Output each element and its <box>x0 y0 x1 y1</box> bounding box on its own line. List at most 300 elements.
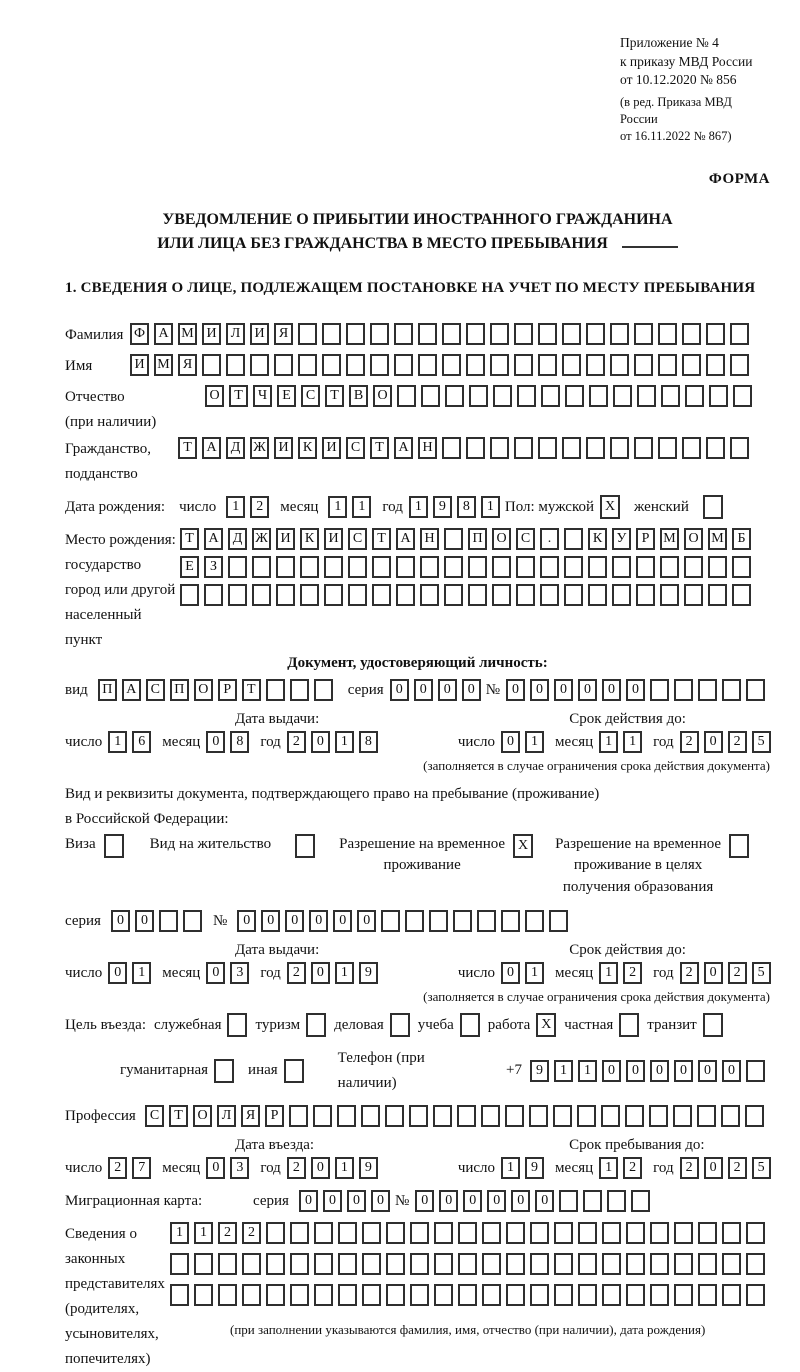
char-cell[interactable]: Ж <box>250 437 269 459</box>
char-cell[interactable] <box>538 354 557 376</box>
char-cell[interactable] <box>673 1105 692 1127</box>
char-cell[interactable]: 0 <box>439 1190 458 1212</box>
char-cell[interactable] <box>610 323 629 345</box>
char-cell[interactable] <box>314 1222 333 1244</box>
char-cell[interactable]: 1 <box>481 496 500 518</box>
char-cell[interactable]: 0 <box>309 910 328 932</box>
char-cell[interactable] <box>538 437 557 459</box>
char-cell[interactable] <box>381 910 400 932</box>
char-cell[interactable]: 1 <box>132 962 151 984</box>
char-cell[interactable]: 0 <box>487 1190 506 1212</box>
char-cell[interactable] <box>541 385 560 407</box>
char-cell[interactable] <box>516 584 535 606</box>
char-cell[interactable] <box>586 437 605 459</box>
char-cell[interactable]: Т <box>180 528 199 550</box>
char-cell[interactable] <box>362 1222 381 1244</box>
char-cell[interactable]: 0 <box>299 1190 318 1212</box>
char-cell[interactable] <box>562 323 581 345</box>
char-cell[interactable]: 3 <box>230 1157 249 1179</box>
char-cell[interactable]: О <box>684 528 703 550</box>
char-cell[interactable]: 2 <box>218 1222 237 1244</box>
char-cell[interactable] <box>746 1222 765 1244</box>
char-cell[interactable] <box>634 437 653 459</box>
char-cell[interactable]: З <box>204 556 223 578</box>
char-cell[interactable] <box>418 323 437 345</box>
char-cell[interactable] <box>698 1284 717 1306</box>
char-cell[interactable] <box>433 1105 452 1127</box>
char-cell[interactable]: 0 <box>704 962 723 984</box>
char-cell[interactable] <box>226 354 245 376</box>
purpose-official-checkbox[interactable] <box>227 1013 247 1037</box>
char-cell[interactable] <box>505 1105 524 1127</box>
char-cell[interactable]: 0 <box>414 679 433 701</box>
char-cell[interactable]: 1 <box>554 1060 573 1082</box>
char-cell[interactable]: 0 <box>206 731 225 753</box>
char-cell[interactable]: К <box>588 528 607 550</box>
char-cell[interactable] <box>457 1105 476 1127</box>
char-cell[interactable]: У <box>612 528 631 550</box>
char-cell[interactable] <box>682 437 701 459</box>
char-cell[interactable]: 2 <box>250 496 269 518</box>
char-cell[interactable] <box>634 323 653 345</box>
char-cell[interactable] <box>685 385 704 407</box>
char-cell[interactable]: 8 <box>230 731 249 753</box>
char-cell[interactable]: 2 <box>680 731 699 753</box>
char-cell[interactable]: 2 <box>728 1157 747 1179</box>
char-cell[interactable] <box>481 1105 500 1127</box>
char-cell[interactable] <box>733 385 752 407</box>
char-cell[interactable] <box>589 385 608 407</box>
char-cell[interactable]: И <box>202 323 221 345</box>
char-cell[interactable]: Ч <box>253 385 272 407</box>
char-cell[interactable] <box>183 910 202 932</box>
char-cell[interactable]: 1 <box>623 731 642 753</box>
char-cell[interactable] <box>588 556 607 578</box>
char-cell[interactable] <box>708 584 727 606</box>
char-cell[interactable] <box>442 323 461 345</box>
char-cell[interactable] <box>290 1222 309 1244</box>
residence-permit-checkbox[interactable] <box>295 834 315 858</box>
char-cell[interactable] <box>514 437 533 459</box>
char-cell[interactable]: 0 <box>347 1190 366 1212</box>
char-cell[interactable] <box>730 354 749 376</box>
char-cell[interactable] <box>442 354 461 376</box>
char-cell[interactable] <box>469 385 488 407</box>
char-cell[interactable]: 1 <box>335 962 354 984</box>
char-cell[interactable] <box>698 1253 717 1275</box>
char-cell[interactable] <box>722 1253 741 1275</box>
char-cell[interactable] <box>322 354 341 376</box>
char-cell[interactable] <box>370 323 389 345</box>
char-cell[interactable] <box>562 437 581 459</box>
char-cell[interactable]: 5 <box>752 962 771 984</box>
char-cell[interactable] <box>610 437 629 459</box>
char-cell[interactable] <box>706 354 725 376</box>
char-cell[interactable] <box>466 354 485 376</box>
char-cell[interactable]: 0 <box>357 910 376 932</box>
char-cell[interactable]: 0 <box>323 1190 342 1212</box>
char-cell[interactable]: 0 <box>578 679 597 701</box>
char-cell[interactable] <box>276 584 295 606</box>
char-cell[interactable]: П <box>468 528 487 550</box>
char-cell[interactable]: 5 <box>752 1157 771 1179</box>
char-cell[interactable] <box>338 1284 357 1306</box>
char-cell[interactable]: 1 <box>501 1157 520 1179</box>
char-cell[interactable] <box>660 584 679 606</box>
char-cell[interactable]: О <box>492 528 511 550</box>
char-cell[interactable] <box>242 1284 261 1306</box>
char-cell[interactable]: 0 <box>722 1060 741 1082</box>
char-cell[interactable] <box>586 354 605 376</box>
char-cell[interactable]: 9 <box>433 496 452 518</box>
char-cell[interactable]: О <box>193 1105 212 1127</box>
char-cell[interactable] <box>658 437 677 459</box>
char-cell[interactable]: 0 <box>371 1190 390 1212</box>
char-cell[interactable]: М <box>178 323 197 345</box>
char-cell[interactable] <box>482 1253 501 1275</box>
char-cell[interactable] <box>540 584 559 606</box>
char-cell[interactable] <box>554 1284 573 1306</box>
char-cell[interactable]: 0 <box>333 910 352 932</box>
char-cell[interactable] <box>722 679 741 701</box>
char-cell[interactable] <box>300 584 319 606</box>
char-cell[interactable] <box>266 1222 285 1244</box>
char-cell[interactable] <box>517 385 536 407</box>
rvp-checkbox[interactable]: X <box>513 834 533 858</box>
char-cell[interactable] <box>420 556 439 578</box>
char-cell[interactable]: П <box>170 679 189 701</box>
char-cell[interactable] <box>586 323 605 345</box>
char-cell[interactable] <box>421 385 440 407</box>
char-cell[interactable]: 2 <box>287 1157 306 1179</box>
char-cell[interactable]: Е <box>277 385 296 407</box>
char-cell[interactable] <box>466 323 485 345</box>
char-cell[interactable]: 0 <box>674 1060 693 1082</box>
char-cell[interactable] <box>732 584 751 606</box>
char-cell[interactable] <box>477 910 496 932</box>
char-cell[interactable] <box>649 1105 668 1127</box>
char-cell[interactable] <box>660 556 679 578</box>
char-cell[interactable] <box>658 323 677 345</box>
char-cell[interactable] <box>626 1253 645 1275</box>
char-cell[interactable]: Д <box>228 528 247 550</box>
sex-male-checkbox[interactable]: X <box>600 495 620 519</box>
char-cell[interactable]: 8 <box>359 731 378 753</box>
char-cell[interactable]: А <box>154 323 173 345</box>
char-cell[interactable] <box>698 1222 717 1244</box>
char-cell[interactable]: 0 <box>698 1060 717 1082</box>
char-cell[interactable]: М <box>660 528 679 550</box>
char-cell[interactable] <box>405 910 424 932</box>
char-cell[interactable] <box>250 354 269 376</box>
char-cell[interactable]: 9 <box>525 1157 544 1179</box>
char-cell[interactable] <box>300 556 319 578</box>
char-cell[interactable]: Л <box>217 1105 236 1127</box>
char-cell[interactable] <box>468 584 487 606</box>
char-cell[interactable] <box>420 584 439 606</box>
char-cell[interactable] <box>730 323 749 345</box>
char-cell[interactable] <box>745 1105 764 1127</box>
char-cell[interactable] <box>746 679 765 701</box>
char-cell[interactable] <box>554 1222 573 1244</box>
char-cell[interactable]: 0 <box>626 679 645 701</box>
char-cell[interactable] <box>370 354 389 376</box>
char-cell[interactable] <box>514 354 533 376</box>
char-cell[interactable] <box>180 584 199 606</box>
char-cell[interactable] <box>613 385 632 407</box>
purpose-private-checkbox[interactable] <box>619 1013 639 1037</box>
char-cell[interactable]: А <box>204 528 223 550</box>
char-cell[interactable]: Я <box>241 1105 260 1127</box>
char-cell[interactable]: 1 <box>599 1157 618 1179</box>
char-cell[interactable] <box>194 1253 213 1275</box>
char-cell[interactable]: Н <box>420 528 439 550</box>
char-cell[interactable] <box>396 556 415 578</box>
char-cell[interactable] <box>170 1253 189 1275</box>
char-cell[interactable]: 0 <box>535 1190 554 1212</box>
char-cell[interactable] <box>746 1284 765 1306</box>
char-cell[interactable] <box>674 679 693 701</box>
char-cell[interactable] <box>636 584 655 606</box>
char-cell[interactable]: 2 <box>680 1157 699 1179</box>
char-cell[interactable] <box>506 1253 525 1275</box>
char-cell[interactable] <box>564 584 583 606</box>
char-cell[interactable] <box>540 556 559 578</box>
char-cell[interactable] <box>562 354 581 376</box>
char-cell[interactable]: 0 <box>390 679 409 701</box>
char-cell[interactable] <box>266 1284 285 1306</box>
char-cell[interactable] <box>506 1284 525 1306</box>
char-cell[interactable] <box>445 385 464 407</box>
char-cell[interactable]: 7 <box>132 1157 151 1179</box>
char-cell[interactable] <box>468 556 487 578</box>
char-cell[interactable]: С <box>348 528 367 550</box>
char-cell[interactable] <box>322 323 341 345</box>
char-cell[interactable]: 9 <box>530 1060 549 1082</box>
rvp-education-checkbox[interactable] <box>729 834 749 858</box>
char-cell[interactable] <box>324 556 343 578</box>
char-cell[interactable] <box>721 1105 740 1127</box>
char-cell[interactable] <box>578 1284 597 1306</box>
char-cell[interactable] <box>682 323 701 345</box>
char-cell[interactable]: 0 <box>704 1157 723 1179</box>
char-cell[interactable] <box>453 910 472 932</box>
char-cell[interactable]: И <box>322 437 341 459</box>
char-cell[interactable]: 0 <box>626 1060 645 1082</box>
char-cell[interactable] <box>637 385 656 407</box>
char-cell[interactable] <box>746 1060 765 1082</box>
char-cell[interactable]: 2 <box>623 1157 642 1179</box>
char-cell[interactable] <box>553 1105 572 1127</box>
char-cell[interactable]: 0 <box>501 731 520 753</box>
char-cell[interactable]: 1 <box>170 1222 189 1244</box>
char-cell[interactable] <box>530 1222 549 1244</box>
char-cell[interactable]: Е <box>180 556 199 578</box>
char-cell[interactable] <box>493 385 512 407</box>
char-cell[interactable]: И <box>250 323 269 345</box>
char-cell[interactable] <box>458 1222 477 1244</box>
char-cell[interactable] <box>565 385 584 407</box>
char-cell[interactable]: 9 <box>359 1157 378 1179</box>
char-cell[interactable] <box>466 437 485 459</box>
char-cell[interactable] <box>338 1222 357 1244</box>
char-cell[interactable] <box>634 354 653 376</box>
char-cell[interactable] <box>409 1105 428 1127</box>
char-cell[interactable] <box>170 1284 189 1306</box>
char-cell[interactable] <box>434 1222 453 1244</box>
char-cell[interactable]: О <box>373 385 392 407</box>
char-cell[interactable]: А <box>394 437 413 459</box>
char-cell[interactable]: 0 <box>463 1190 482 1212</box>
char-cell[interactable] <box>506 1222 525 1244</box>
char-cell[interactable] <box>290 1284 309 1306</box>
char-cell[interactable] <box>361 1105 380 1127</box>
char-cell[interactable]: 0 <box>462 679 481 701</box>
char-cell[interactable]: 0 <box>108 962 127 984</box>
char-cell[interactable]: 0 <box>261 910 280 932</box>
char-cell[interactable] <box>559 1190 578 1212</box>
char-cell[interactable] <box>346 354 365 376</box>
char-cell[interactable]: 8 <box>457 496 476 518</box>
char-cell[interactable]: И <box>274 437 293 459</box>
char-cell[interactable]: Т <box>169 1105 188 1127</box>
char-cell[interactable]: Т <box>242 679 261 701</box>
char-cell[interactable]: 1 <box>335 1157 354 1179</box>
char-cell[interactable] <box>636 556 655 578</box>
char-cell[interactable]: . <box>540 528 559 550</box>
char-cell[interactable]: Р <box>265 1105 284 1127</box>
char-cell[interactable]: 0 <box>438 679 457 701</box>
char-cell[interactable] <box>313 1105 332 1127</box>
char-cell[interactable] <box>194 1284 213 1306</box>
char-cell[interactable] <box>324 584 343 606</box>
char-cell[interactable] <box>290 679 309 701</box>
char-cell[interactable] <box>362 1253 381 1275</box>
char-cell[interactable] <box>650 1253 669 1275</box>
char-cell[interactable] <box>348 584 367 606</box>
char-cell[interactable]: 0 <box>506 679 525 701</box>
char-cell[interactable] <box>218 1253 237 1275</box>
char-cell[interactable]: 1 <box>599 731 618 753</box>
char-cell[interactable]: 9 <box>359 962 378 984</box>
char-cell[interactable]: 2 <box>287 962 306 984</box>
char-cell[interactable] <box>314 1284 333 1306</box>
char-cell[interactable] <box>601 1105 620 1127</box>
char-cell[interactable] <box>337 1105 356 1127</box>
char-cell[interactable]: 0 <box>311 1157 330 1179</box>
char-cell[interactable]: Ф <box>130 323 149 345</box>
char-cell[interactable] <box>338 1253 357 1275</box>
char-cell[interactable] <box>674 1284 693 1306</box>
char-cell[interactable]: 1 <box>578 1060 597 1082</box>
char-cell[interactable] <box>538 323 557 345</box>
char-cell[interactable]: С <box>516 528 535 550</box>
char-cell[interactable]: 2 <box>242 1222 261 1244</box>
char-cell[interactable]: Д <box>226 437 245 459</box>
char-cell[interactable]: Я <box>274 323 293 345</box>
char-cell[interactable]: Ж <box>252 528 271 550</box>
char-cell[interactable] <box>289 1105 308 1127</box>
char-cell[interactable]: 0 <box>602 1060 621 1082</box>
char-cell[interactable] <box>602 1253 621 1275</box>
char-cell[interactable]: И <box>276 528 295 550</box>
char-cell[interactable]: А <box>396 528 415 550</box>
char-cell[interactable]: К <box>300 528 319 550</box>
char-cell[interactable] <box>458 1284 477 1306</box>
char-cell[interactable]: Т <box>229 385 248 407</box>
char-cell[interactable]: С <box>145 1105 164 1127</box>
char-cell[interactable]: Т <box>178 437 197 459</box>
char-cell[interactable] <box>722 1284 741 1306</box>
purpose-other-checkbox[interactable] <box>284 1059 304 1083</box>
purpose-work-checkbox[interactable]: X <box>536 1013 556 1037</box>
char-cell[interactable] <box>625 1105 644 1127</box>
char-cell[interactable]: 1 <box>352 496 371 518</box>
char-cell[interactable] <box>650 679 669 701</box>
char-cell[interactable]: Н <box>418 437 437 459</box>
char-cell[interactable] <box>362 1284 381 1306</box>
char-cell[interactable] <box>658 354 677 376</box>
char-cell[interactable]: О <box>205 385 224 407</box>
char-cell[interactable]: 0 <box>135 910 154 932</box>
char-cell[interactable]: 0 <box>285 910 304 932</box>
char-cell[interactable] <box>578 1222 597 1244</box>
char-cell[interactable]: Р <box>636 528 655 550</box>
char-cell[interactable] <box>674 1222 693 1244</box>
char-cell[interactable] <box>501 910 520 932</box>
char-cell[interactable] <box>554 1253 573 1275</box>
char-cell[interactable] <box>372 584 391 606</box>
char-cell[interactable] <box>682 354 701 376</box>
char-cell[interactable] <box>159 910 178 932</box>
char-cell[interactable] <box>394 354 413 376</box>
char-cell[interactable] <box>684 556 703 578</box>
char-cell[interactable]: 0 <box>501 962 520 984</box>
char-cell[interactable] <box>530 1284 549 1306</box>
char-cell[interactable]: Т <box>372 528 391 550</box>
char-cell[interactable]: 0 <box>554 679 573 701</box>
char-cell[interactable] <box>525 910 544 932</box>
purpose-humanitarian-checkbox[interactable] <box>214 1059 234 1083</box>
char-cell[interactable]: 1 <box>335 731 354 753</box>
char-cell[interactable] <box>314 679 333 701</box>
char-cell[interactable] <box>314 1253 333 1275</box>
char-cell[interactable] <box>266 679 285 701</box>
char-cell[interactable] <box>242 1253 261 1275</box>
char-cell[interactable]: М <box>154 354 173 376</box>
char-cell[interactable] <box>396 584 415 606</box>
sex-female-checkbox[interactable] <box>703 495 723 519</box>
char-cell[interactable] <box>610 354 629 376</box>
char-cell[interactable] <box>514 323 533 345</box>
char-cell[interactable] <box>564 556 583 578</box>
char-cell[interactable] <box>490 323 509 345</box>
char-cell[interactable] <box>612 556 631 578</box>
char-cell[interactable] <box>631 1190 650 1212</box>
char-cell[interactable]: 0 <box>415 1190 434 1212</box>
char-cell[interactable] <box>698 679 717 701</box>
char-cell[interactable]: К <box>298 437 317 459</box>
purpose-study-checkbox[interactable] <box>460 1013 480 1037</box>
char-cell[interactable]: И <box>130 354 149 376</box>
char-cell[interactable] <box>602 1222 621 1244</box>
char-cell[interactable] <box>228 584 247 606</box>
purpose-tourism-checkbox[interactable] <box>306 1013 326 1037</box>
char-cell[interactable] <box>530 1253 549 1275</box>
char-cell[interactable]: Т <box>325 385 344 407</box>
char-cell[interactable] <box>492 584 511 606</box>
char-cell[interactable] <box>434 1284 453 1306</box>
